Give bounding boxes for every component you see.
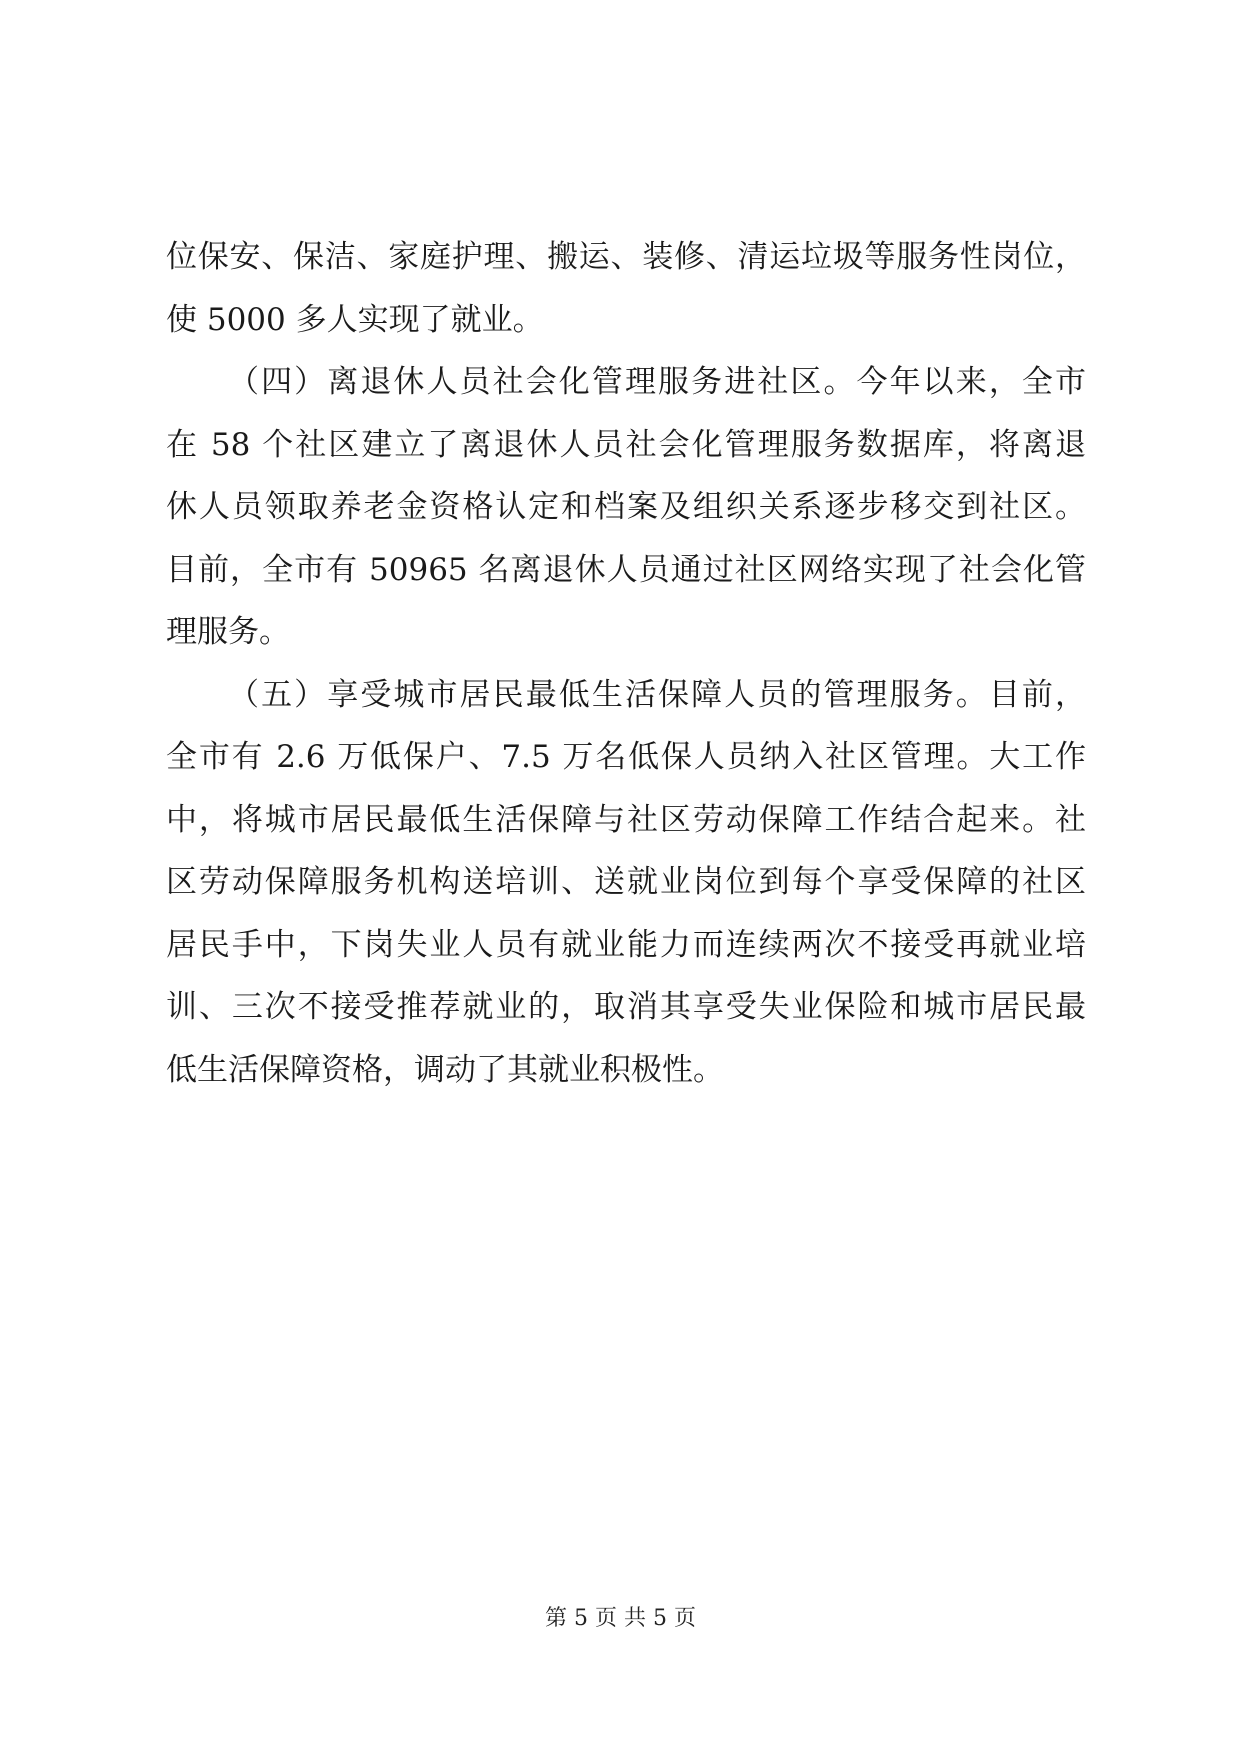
text-line: （五）享受城市居民最低生活保障人员的管理服务。目前， <box>228 676 1086 713</box>
text-line: 全市有 2.6 万低保户、7.5 万名低保人员纳入社区管理。大工作 <box>166 739 1086 775</box>
text-line: 居民手中，下岗失业人员有就业能力而连续两次不接受再就业培 <box>166 926 1086 963</box>
text-line: 位保安、保洁、家庭护理、搬运、装修、清运垃圾等服务性岗位， <box>166 239 1086 275</box>
document-body <box>166 226 1086 1101</box>
page-footer <box>0 1604 1241 1634</box>
text-line: （四）离退休人员社会化管理服务进社区。今年以来，全市 <box>228 364 1086 400</box>
text-line: 休人员领取养老金资格认定和档案及组织关系逐步移交到社区。 <box>166 489 1086 525</box>
text-line: 理服务。 <box>166 614 290 650</box>
text-line: 目前，全市有 50965 名离退休人员通过社区网络实现了社会化管 <box>166 551 1086 588</box>
text-line: 在 58 个社区建立了离退休人员社会化管理服务数据库，将离退 <box>166 426 1086 463</box>
text-line: 中，将城市居民最低生活保障与社区劳动保障工作结合起来。社 <box>166 801 1086 838</box>
text-line: 低生活保障资格，调动了其就业积极性。 <box>166 1051 724 1088</box>
text-line: 区劳动保障服务机构送培训、送就业岗位到每个享受保障的社区 <box>166 864 1086 900</box>
text-line: 使 5000 多人实现了就业。 <box>166 301 544 338</box>
page-number: 第 5 页 共 5 页 <box>545 1606 696 1631</box>
text-line: 训、三次不接受推荐就业的，取消其享受失业保险和城市居民最 <box>166 989 1086 1025</box>
